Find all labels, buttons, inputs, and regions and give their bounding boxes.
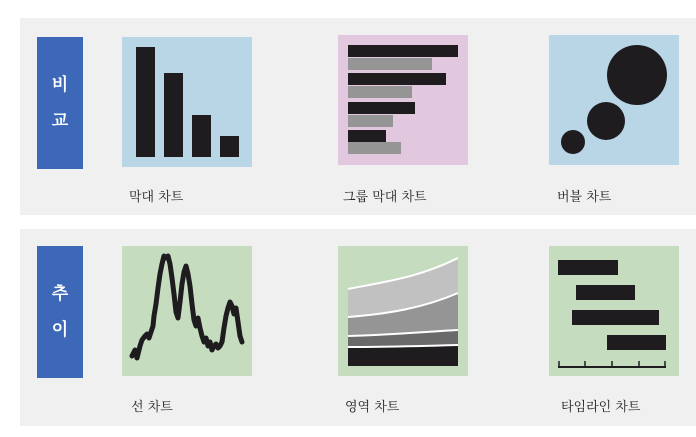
area-chart-icon[interactable] <box>338 246 468 376</box>
trend-label-char-2: 이 <box>51 320 69 340</box>
bubble-chart-icon[interactable] <box>549 35 679 165</box>
bar-chart-caption: 막대 차트 <box>129 190 184 205</box>
timeline-chart-icon[interactable] <box>549 246 679 376</box>
bar-chart-icon[interactable] <box>122 37 252 167</box>
comparison-label <box>37 37 83 169</box>
trend-label <box>37 246 83 378</box>
comparison-label-char-2: 교 <box>51 111 69 131</box>
grouped-bar-chart-caption: 그룹 막대 차트 <box>343 190 427 205</box>
trend-label-char-1: 추 <box>51 284 69 304</box>
bubble-chart-caption: 버블 차트 <box>557 190 612 205</box>
comparison-label-char-1: 비 <box>51 75 69 95</box>
timeline-chart-caption: 타임라인 차트 <box>561 400 641 415</box>
line-chart-icon[interactable] <box>122 246 252 376</box>
grouped-bar-chart-icon[interactable] <box>338 35 468 165</box>
line-chart-caption: 선 차트 <box>131 400 173 415</box>
area-chart-caption: 영역 차트 <box>345 400 400 415</box>
